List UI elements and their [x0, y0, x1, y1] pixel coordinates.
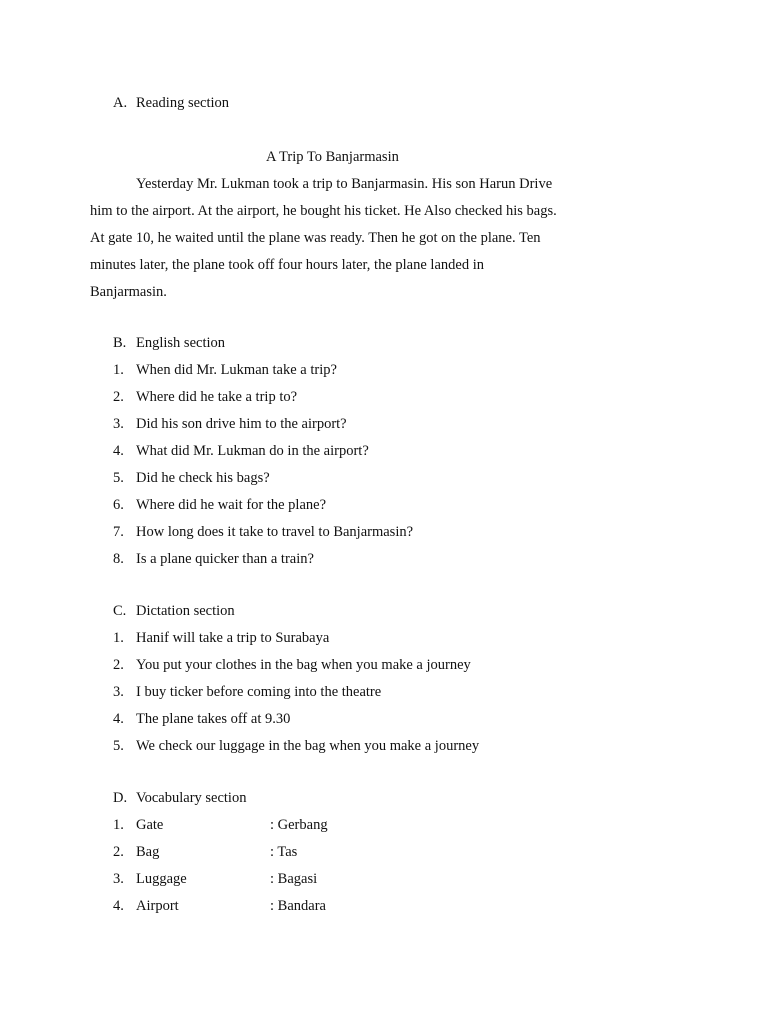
question-text: Is a plane quicker than a train? — [136, 551, 314, 567]
vocab-meaning: : Bagasi — [270, 871, 318, 887]
dictation-number: 5. — [113, 738, 124, 754]
dictation-text: We check our luggage in the bag when you make a journey — [136, 738, 480, 754]
dictation-number: 2. — [113, 657, 124, 673]
vocab-word: Bag — [136, 844, 160, 860]
question-text: How long does it take to travel to Banjarmasin? — [136, 524, 414, 540]
question-number: 2. — [113, 389, 124, 405]
story-title: A Trip To Banjarmasin — [266, 149, 399, 165]
dictation-text: Hanif will take a trip to Surabaya — [136, 630, 330, 646]
section-b-heading: English section — [136, 335, 226, 351]
vocab-meaning: : Bandara — [270, 898, 326, 914]
paragraph-line: Yesterday Mr. Lukman took a trip to Banjarmasin. His son Harun Drive — [136, 176, 553, 192]
dictation-text: You put your clothes in the bag when you make a journey — [136, 657, 471, 673]
vocab-word: Luggage — [136, 871, 187, 887]
vocab-word: Airport — [136, 898, 179, 914]
section-b-letter: B. — [113, 335, 127, 351]
question-text: Did he check his bags? — [136, 470, 270, 486]
question-text: Where did he take a trip to? — [136, 389, 298, 405]
vocab-number: 4. — [113, 898, 124, 914]
vocab-number: 1. — [113, 817, 124, 833]
paragraph-line: minutes later, the plane took off four hours later, the plane landed in — [90, 257, 484, 273]
section-d-letter: D. — [113, 790, 128, 806]
section-c-heading: Dictation section — [136, 603, 235, 619]
question-text: Did his son drive him to the airport? — [136, 416, 347, 432]
question-number: 5. — [113, 470, 124, 486]
question-text: Where did he wait for the plane? — [136, 497, 327, 513]
vocab-number: 3. — [113, 871, 124, 887]
section-a-heading: Reading section — [136, 95, 230, 111]
paragraph-line: At gate 10, he waited until the plane was ready. Then he got on the plane. Ten — [90, 230, 541, 246]
vocab-meaning: : Tas — [270, 844, 298, 860]
section-c-letter: C. — [113, 603, 127, 619]
question-text: What did Mr. Lukman do in the airport? — [136, 443, 369, 459]
dictation-text: The plane takes off at 9.30 — [136, 711, 291, 727]
dictation-number: 3. — [113, 684, 124, 700]
vocab-meaning: : Gerbang — [270, 817, 328, 833]
dictation-number: 4. — [113, 711, 124, 727]
dictation-number: 1. — [113, 630, 124, 646]
section-d-heading: Vocabulary section — [136, 790, 247, 806]
question-number: 7. — [113, 524, 124, 540]
section-a-letter: A. — [113, 95, 128, 111]
vocab-word: Gate — [136, 817, 164, 833]
question-text: When did Mr. Lukman take a trip? — [136, 362, 337, 378]
paragraph-line: Banjarmasin. — [90, 284, 167, 300]
dictation-text: I buy ticker before coming into the theatre — [136, 684, 382, 700]
question-number: 4. — [113, 443, 124, 459]
paragraph-line: him to the airport. At the airport, he bought his ticket. He Also checked his bags. — [90, 203, 557, 219]
question-number: 1. — [113, 362, 124, 378]
vocab-number: 2. — [113, 844, 124, 860]
question-number: 6. — [113, 497, 124, 513]
question-number: 8. — [113, 551, 124, 567]
question-number: 3. — [113, 416, 124, 432]
